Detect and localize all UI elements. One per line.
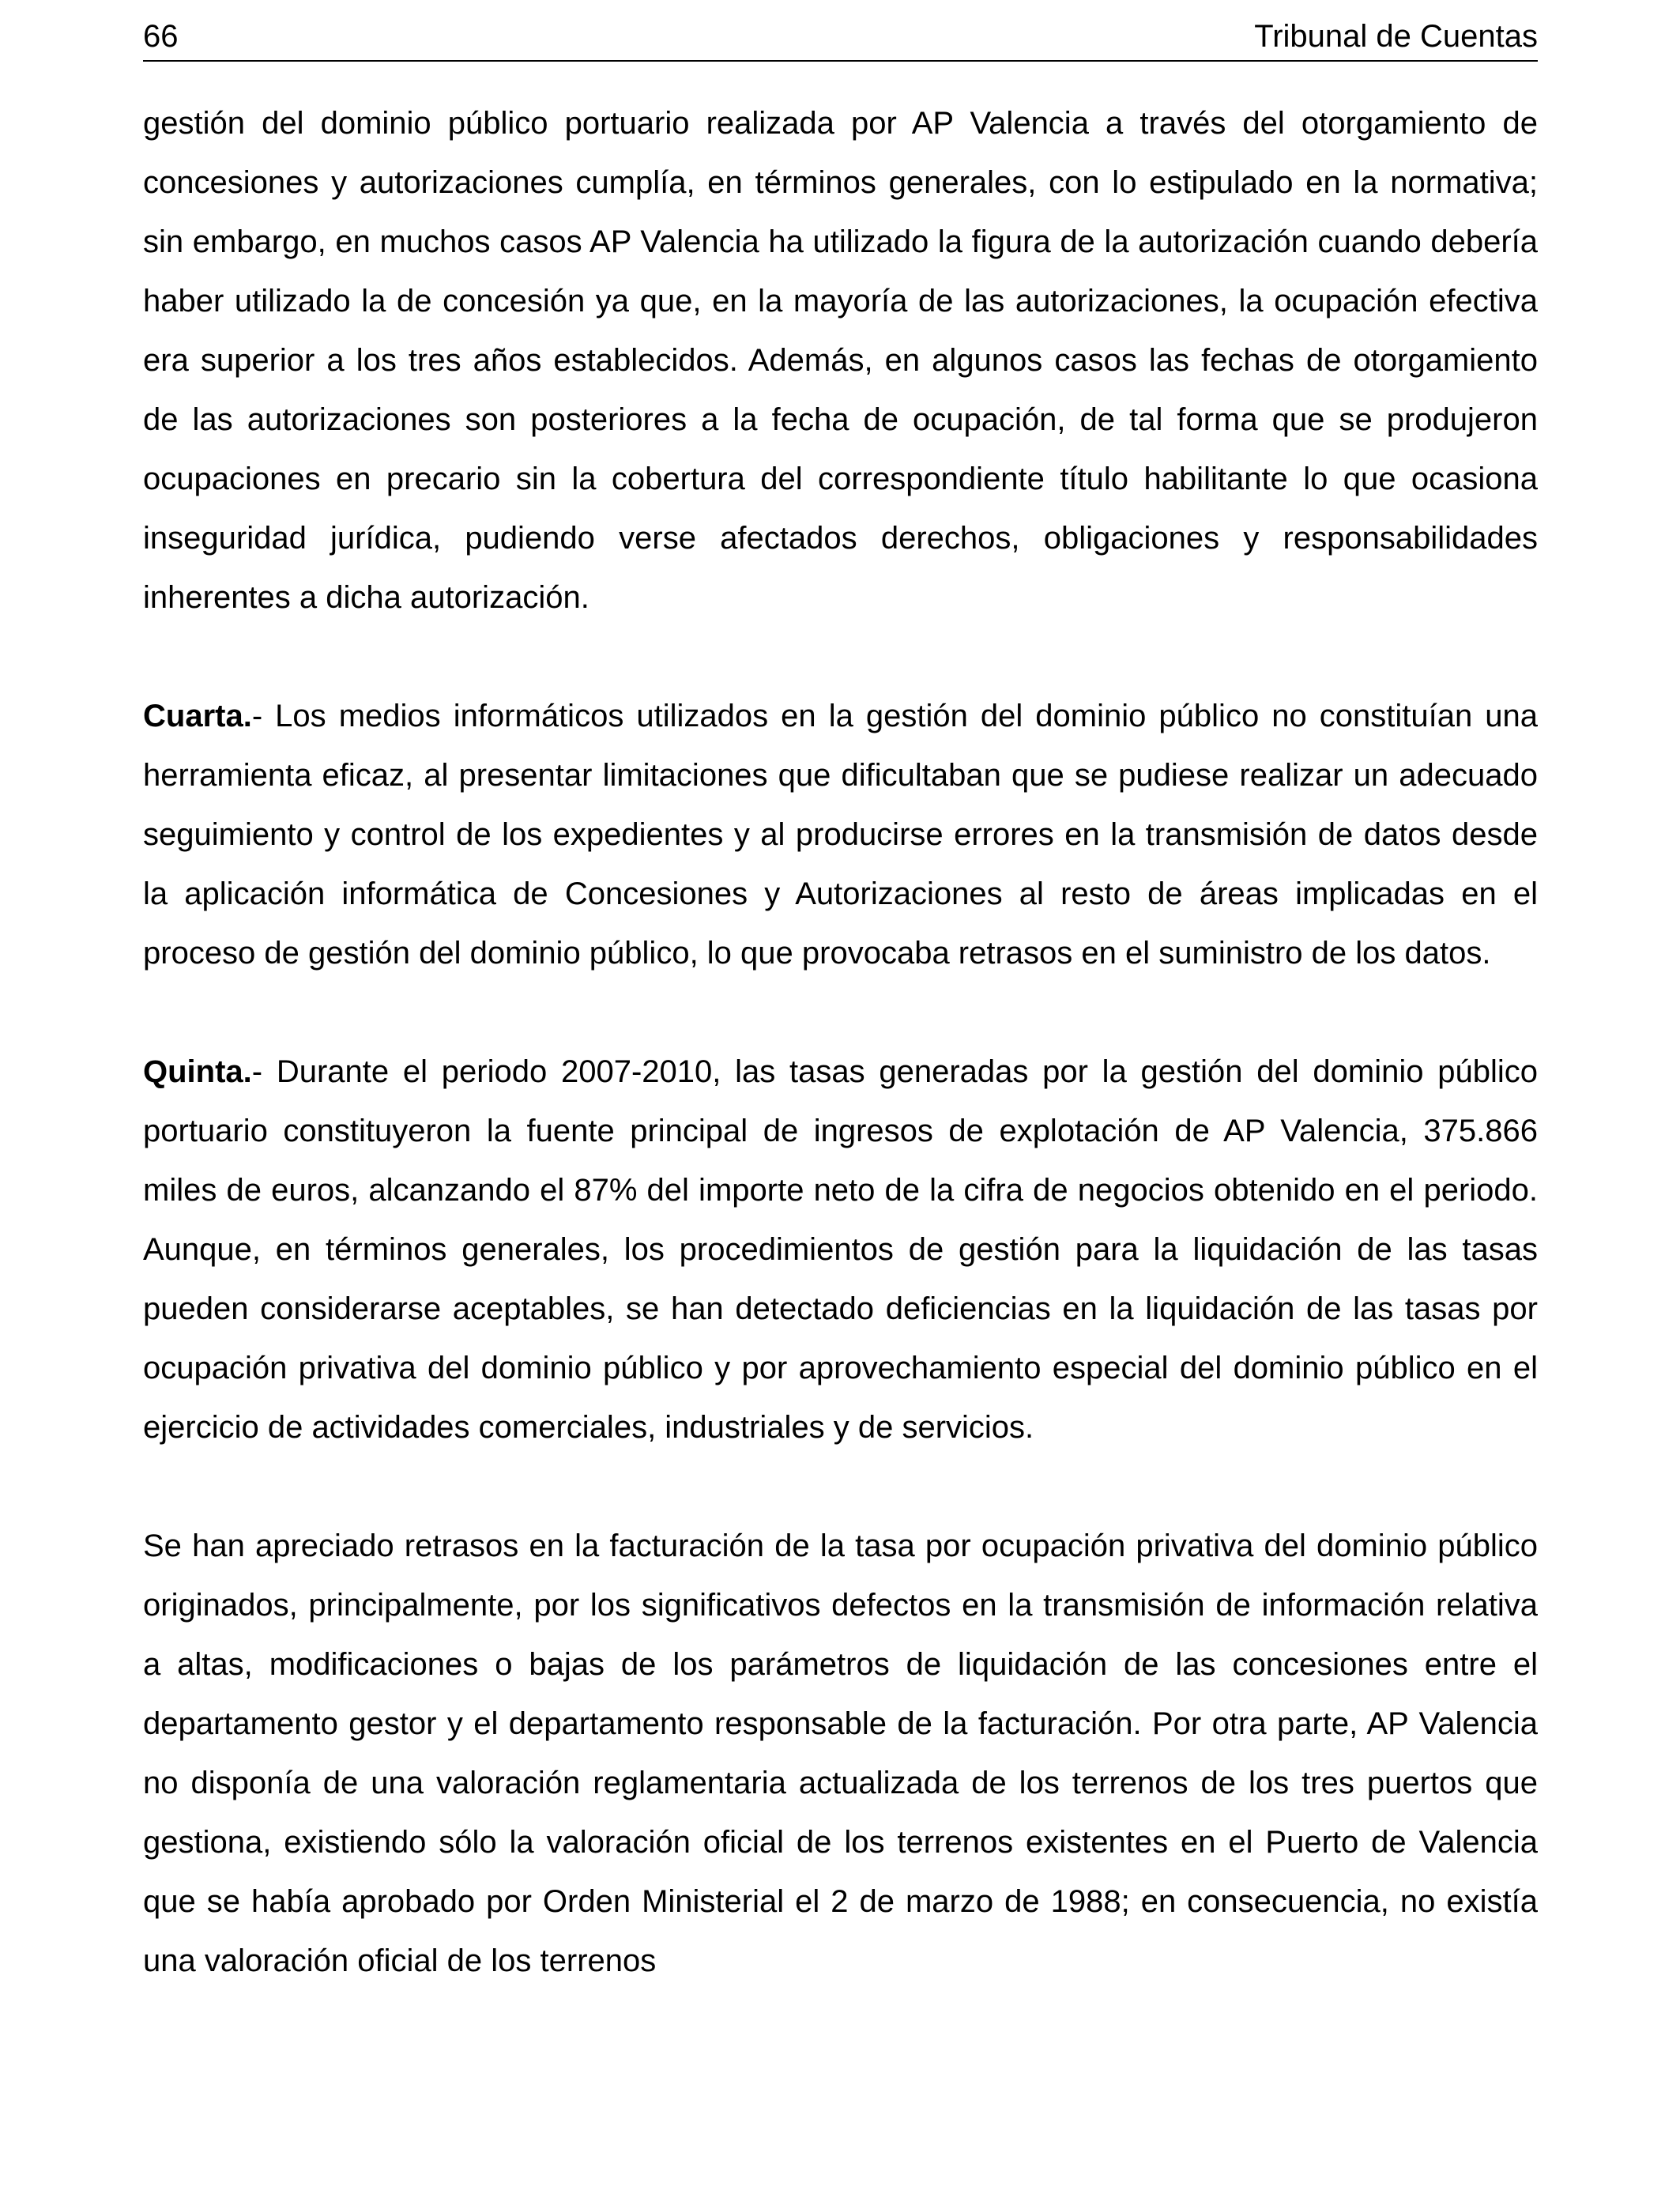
paragraph-lead: Cuarta. xyxy=(143,699,252,733)
page-header xyxy=(143,17,1538,62)
header-title: Tribunal de Cuentas xyxy=(1254,19,1538,54)
paragraph-cuarta xyxy=(143,687,1538,983)
paragraph-continuation xyxy=(143,94,1538,628)
paragraph-lead: Quinta. xyxy=(143,1054,252,1089)
paragraph-text: - Durante el periodo 2007-2010, las tasas generadas por la gestión del dominio público portuario constituyeron la fuente principal de ingresos de explotación de AP Valencia, 375.866 miles de euros, alcanzando el 87% del importe neto de la cifra de negocios obtenido en el periodo. Aunque, en términos generales, los procedimientos de gestión para la liquidación de las tasas pueden considerarse aceptables, se han detectado deficiencias en la liquidación de las tasas por ocupación privativa del dominio público y por aprovechamiento especial del dominio público en el ejercicio de actividades comerciales, industriales y de servicios. xyxy=(143,1054,1538,1445)
paragraph-text: - Los medios informáticos utilizados en la gestión del dominio público no constituían una herramienta eficaz, al presentar limitaciones que dificultaban que se pudiese realizar un adecuado seguimiento y control de los expedientes y al producirse errores en la transmisión de datos desde la aplicación informática de Concesiones y Autorizaciones al resto de áreas implicadas en el proceso de gestión del dominio público, lo que provocaba retrasos en el suministro de los datos. xyxy=(143,699,1538,971)
paragraph-text: gestión del dominio público portuario realizada por AP Valencia a través del otorgamiento de concesiones y autorizaciones cumplía, en términos generales, con lo estipulado en la normativa; sin embargo, en muchos casos AP Valencia ha utilizado la figura de la autorización cuando debería haber utilizado la de concesión ya que, en la mayoría de las autorizaciones, la ocupación efectiva era superior a los tres años establecidos. Además, en algunos casos las fechas de otorgamiento de las autorizaciones son posteriores a la fecha de ocupación, de tal forma que se produjeron ocupaciones en precario sin la cobertura del correspondiente título habilitante lo que ocasiona inseguridad jurídica, pudiendo verse afectados derechos, obligaciones y responsabilidades inherentes a dicha autorización. xyxy=(143,106,1538,615)
document-body xyxy=(143,94,1538,1991)
paragraph-text: Se han apreciado retrasos en la facturación de la tasa por ocupación privativa del dominio público originados, principalmente, por los significativos defectos en la transmisión de información relativa a altas, modificaciones o bajas de los parámetros de liquidación de las concesiones entre el departamento gestor y el departamento responsable de la facturación. Por otra parte, AP Valencia no disponía de una valoración reglamentaria actualizada de los terrenos de los tres puertos que gestiona, existiendo sólo la valoración oficial de los terrenos existentes en el Puerto de Valencia que se había aprobado por Orden Ministerial el 2 de marzo de 1988; en consecuencia, no existía una valoración oficial de los terrenos xyxy=(143,1529,1538,1978)
paragraph-retrasos xyxy=(143,1517,1538,1991)
paragraph-quinta xyxy=(143,1042,1538,1457)
page-number: 66 xyxy=(143,19,179,54)
